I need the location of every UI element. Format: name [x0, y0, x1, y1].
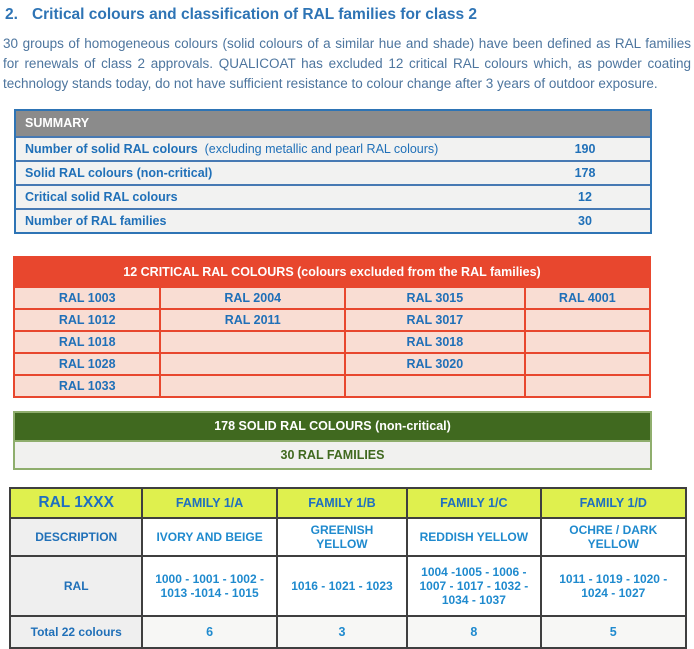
table-row [10, 556, 686, 616]
table-row [10, 488, 686, 518]
critical-cell [525, 309, 650, 331]
family-ral-values: 1011 - 1019 - 1020 - 1024 - 1027 [541, 556, 686, 616]
summary-row-label: Solid RAL colours (non-critical) [25, 166, 213, 180]
summary-row-label: Number of RAL families [25, 214, 167, 228]
critical-cell [160, 353, 345, 375]
critical-cell: RAL 3018 [345, 331, 525, 353]
section-title: Critical colours and classification of RAL families for class 2 [31, 6, 477, 23]
family-description: GREENISH YELLOW [277, 518, 407, 556]
section-number: 2. [5, 6, 18, 23]
summary-row-value: 12 [578, 190, 592, 204]
solid-table-row: 30 RAL FAMILIES [15, 440, 650, 468]
critical-cell: RAL 1012 [14, 309, 160, 331]
table-row [14, 287, 650, 309]
critical-cell: RAL 1033 [14, 375, 160, 397]
family-total: 6 [142, 616, 276, 648]
table-row [10, 518, 686, 556]
family-total: 3 [277, 616, 407, 648]
ral-family-table [9, 487, 687, 649]
family-col-header: FAMILY 1/C [407, 488, 540, 518]
critical-colours-table [13, 256, 651, 398]
summary-row-value: 30 [578, 214, 592, 228]
solid-colours-table [13, 411, 652, 470]
ral-row-label: RAL [10, 556, 142, 616]
family-description: IVORY AND BEIGE [142, 518, 276, 556]
family-col-header: FAMILY 1/B [277, 488, 407, 518]
family-col-header: FAMILY 1/A [142, 488, 276, 518]
critical-cell: RAL 1003 [14, 287, 160, 309]
description-row-label: DESCRIPTION [10, 518, 142, 556]
family-col-header: RAL 1XXX [10, 488, 142, 518]
critical-table-header: 12 CRITICAL RAL COLOURS (colours excluded from the RAL families) [14, 257, 650, 287]
summary-row-value: 178 [574, 166, 596, 180]
family-total: 8 [407, 616, 540, 648]
summary-row-value: 190 [574, 142, 596, 156]
family-ral-values: 1016 - 1021 - 1023 [277, 556, 407, 616]
solid-table-header: 178 SOLID RAL COLOURS (non-critical) [15, 413, 650, 440]
summary-row-label: Critical solid RAL colours [25, 190, 178, 204]
family-total: 5 [541, 616, 686, 648]
summary-table-header: SUMMARY [16, 111, 650, 136]
critical-cell [525, 353, 650, 375]
critical-cell: RAL 3015 [345, 287, 525, 309]
critical-cell [160, 375, 345, 397]
critical-cell: RAL 3020 [345, 353, 525, 375]
table-row [14, 257, 650, 287]
summary-row-note: (excluding metallic and pearl RAL colours) [197, 142, 439, 156]
critical-cell: RAL 3017 [345, 309, 525, 331]
table-row [14, 331, 650, 353]
critical-cell: RAL 1028 [14, 353, 160, 375]
table-row [14, 353, 650, 375]
table-row [16, 160, 650, 184]
family-ral-values: 1004 -1005 - 1006 - 1007 - 1017 - 1032 - 1034 - 1037 [407, 556, 540, 616]
total-row-label: Total 22 colours [10, 616, 142, 648]
family-ral-values: 1000 - 1001 - 1002 - 1013 -1014 - 1015 [142, 556, 276, 616]
table-row [14, 375, 650, 397]
family-description: REDDISH YELLOW [407, 518, 540, 556]
family-col-header: FAMILY 1/D [541, 488, 686, 518]
summary-table [14, 109, 652, 234]
summary-row-label: Number of solid RAL colours [25, 142, 198, 156]
critical-cell: RAL 1018 [14, 331, 160, 353]
critical-cell [160, 331, 345, 353]
table-row [14, 309, 650, 331]
table-row [16, 136, 650, 160]
critical-cell [525, 331, 650, 353]
critical-cell: RAL 2004 [160, 287, 345, 309]
intro-paragraph: 30 groups of homogeneous colours (solid colours of a similar hue and shade) have been defined as RAL families for renewals of class 2 approvals. QUALICOAT has excluded 12 critical RAL colours which, as powder coating technology stands today, do not have sufficient resistance to colour change after 3 years of outdoor exposure. [3, 36, 691, 91]
table-row [16, 208, 650, 232]
critical-cell [525, 375, 650, 397]
table-row [10, 616, 686, 648]
critical-cell: RAL 2011 [160, 309, 345, 331]
critical-cell: RAL 4001 [525, 287, 650, 309]
table-row [16, 184, 650, 208]
family-description: OCHRE / DARK YELLOW [541, 518, 686, 556]
critical-cell [345, 375, 525, 397]
section-heading [5, 6, 694, 24]
